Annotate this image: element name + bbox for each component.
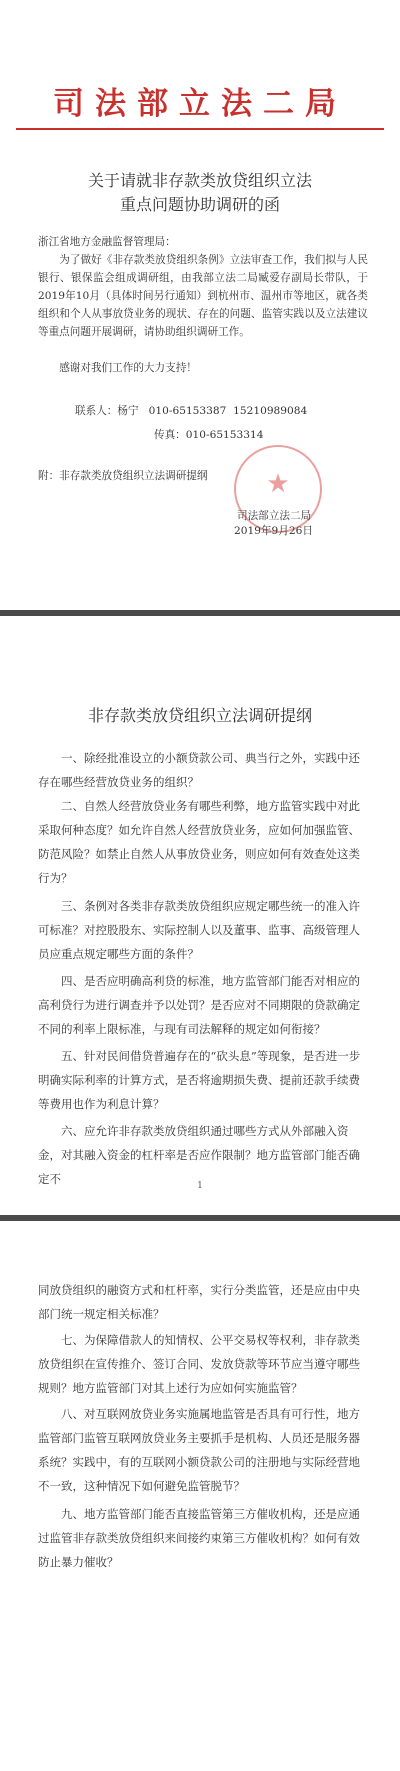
- outline-item: 八、对互联网放贷业务实施属地监管是否具有可行性，地方监管部门监管互联网放贷业务主要抓手是机构、人员还是服务器系统？实践中，有的互联网小额贷款公司的注册地与实际经营地不一致，这种情况下如何避免监管脱节？: [38, 1407, 360, 1493]
- letter-body: 为了做好《非存款类放贷组织条例》立法审查工作，我们拟与人民银行、银保监会组成调研组，由我部立法二局臧爱存副局长带队，于2019年10月（具体时间另行通知）到杭州市、温州市等地区，就各类组织和个人从事放贷业务的现状、存在的问题、监管实践以及立法建议等重点问题开展调研，请协助组织调研工作。: [38, 254, 368, 338]
- signature-date: 2019年9月26日: [234, 525, 313, 537]
- letter-title-line-1: 关于请就非存款类放贷组织立法: [87, 171, 312, 190]
- outline-item: 九、地方监管部门能否直接监管第三方催收机构，还是应通过监管非存款类放贷组织来间接约束第三方催收机构？如何有效防止暴力催收？: [38, 1507, 360, 1569]
- letter-page-1: [0, 0, 400, 610]
- seal-star-icon: ★: [266, 469, 290, 499]
- outline-item: 五、针对民间借贷普遍存在的“砍头息”等现象，是否进一步明确实际利率的计算方式，是否将逾期损失费、提前还款手续费等费用也作为利息计算？: [38, 1049, 361, 1111]
- letter-title-line-2: 重点问题协助调研的函: [119, 195, 280, 214]
- outline-page-1: [0, 616, 400, 1215]
- attachment-note: 附：非存款类放贷组织立法调研提纲: [38, 470, 208, 482]
- outline-continuation: 同放贷组织的融资方式和杠杆率，实行分类监管，还是应由中央部门统一规定相关标准？: [38, 1283, 360, 1321]
- letter-addressee: 浙江省地方金融监督管理局：: [38, 236, 176, 248]
- letterhead-red-line: [16, 128, 384, 130]
- outline-item: 三、条例对各类非存款类放贷组织应规定哪些统一的准入许可标准？对控股股东、实际控制人以及董事、监事、高级管理人员应重点规定哪些方面的条件？: [38, 899, 360, 961]
- outline-item: 七、为保障借款人的知情权、公平交易权等权利，非存款类放贷组织在宣传推介、签订合同、发放贷款等环节应当遵守哪些规则？地方监管部门对其上述行为应如何实施监管？: [38, 1333, 360, 1395]
- contact-line: 联系人：杨宁 010-65153387 15210989084: [75, 405, 308, 417]
- outline-item: 六、应允许非存款类放贷组织通过哪些方式从外部融入资金，对其融入资金的杠杆率是否应作限制？地方监管部门能否确定不: [38, 1124, 360, 1186]
- outline-title: 非存款类放贷组织立法调研提纲: [87, 706, 312, 725]
- outline-item: 一、除经批准设立的小额贷款公司、典当行之外，实践中还存在哪些经营放贷业务的组织？: [38, 751, 360, 789]
- outline-item: 二、自然人经营放贷业务有哪些利弊，地方监管实践中对此采取何种态度？如允许自然人经营放贷业务，应如何加强监管、防范风险？如禁止自然人从事放贷业务，则应如何有效查处这类行为？: [38, 799, 360, 885]
- outline-page-2: [0, 1221, 400, 1771]
- signature-org: 司法部立法二局: [237, 510, 312, 522]
- page-number: 1: [197, 1181, 203, 1191]
- fax-line: 传真：010-65153314: [154, 429, 264, 441]
- outline-item: 四、是否应明确高利贷的标准，地方监管部门能否对相应的高利贷行为进行调查并予以处罚？是否应对不同期限的贷款确定不同的利率上限标准，与现有司法解释的规定如何衔接？: [38, 974, 360, 1036]
- letter-thanks: 感谢对我们工作的大力支持！: [59, 362, 197, 374]
- letterhead-title: 司法部立法二局: [53, 86, 347, 122]
